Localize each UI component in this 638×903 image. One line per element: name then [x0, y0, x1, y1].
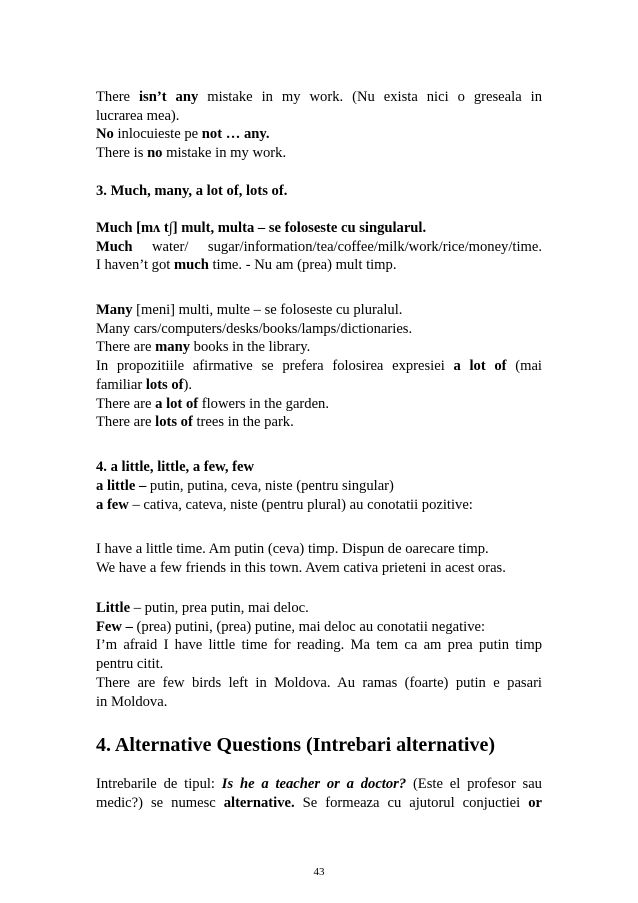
- text-line: I’m afraid I have little time for reading. Ma tem ca am prea putin timp: [96, 637, 542, 654]
- text-line: Much [mᴧ t∫] mult, multa – se foloseste cu singularul.: [96, 220, 427, 236]
- text-line: There are many books in the library.: [96, 339, 311, 356]
- paragraph-examples: [96, 540, 542, 577]
- text-line: I haven’t got much time. - Nu am (prea) mult timp.: [96, 257, 397, 274]
- text-line: Much water/ sugar/information/tea/coffee/milk/work/rice/money/time.: [96, 238, 542, 255]
- text-line: Few – (prea) putini, (prea) putine, mai deloc au conotatii negative:: [96, 618, 486, 635]
- text-line: There are lots of trees in the park.: [96, 414, 294, 431]
- text-line: Many [meni] multi, multe – se foloseste cu pluralul.: [96, 302, 403, 318]
- text-line: No inlocuieste pe not … any.: [96, 126, 270, 143]
- text-line: There are few birds left in Moldova. Au ramas (foarte) putin e pasari: [96, 674, 542, 691]
- text-line: We have a few friends in this town. Avem cativa prieteni in acest oras.: [96, 559, 506, 576]
- text-line: in Moldova.: [96, 693, 168, 710]
- text-line: medic?) se numesc alternative. Se formeaza cu ajutorul conjuctiei or: [96, 794, 542, 811]
- page-number: 43: [313, 866, 325, 878]
- text-line: lucrarea mea).: [96, 107, 180, 124]
- text-line: Little – putin, prea putin, mai deloc.: [96, 600, 309, 616]
- text-line: I have a little time. Am putin (ceva) timp. Dispun de oarecare timp.: [96, 541, 489, 557]
- text-line: In propozitiile afirmative se prefera folosirea expresiei a lot of (mai: [96, 358, 542, 375]
- paragraph-isnt-any: [96, 88, 542, 163]
- paragraph-little-few: [96, 599, 542, 711]
- paragraph-much: [96, 219, 542, 275]
- text-line: a few – cativa, cateva, niste (pentru plural) au conotatii pozitive:: [96, 496, 473, 513]
- text-line: familiar lots of).: [96, 376, 193, 393]
- text-line: a little – putin, putina, ceva, niste (pentru singular): [96, 478, 394, 494]
- paragraph-a-few: [96, 477, 542, 514]
- paragraph-many: [96, 301, 542, 432]
- text-line: There are a lot of flowers in the garden.: [96, 395, 330, 412]
- section-heading-3: 3. Much, many, a lot of, lots of.: [96, 183, 288, 199]
- text-line: There isn’t any mistake in my work. (Nu exista nici o greseala in: [96, 89, 542, 105]
- text-line: There is no mistake in my work.: [96, 145, 287, 162]
- text-line: Intrebarile de tipul: Is he a teacher or a doctor? (Este el profesor sau: [96, 776, 542, 792]
- chapter-heading: 4. Alternative Questions (Intrebari alternative): [96, 734, 496, 756]
- section-heading-4: 4. a little, little, a few, few: [96, 459, 255, 475]
- text-line: pentru citit.: [96, 656, 164, 673]
- paragraph-alternative: [96, 775, 542, 812]
- text-line: Many cars/computers/desks/books/lamps/dictionaries.: [96, 320, 413, 337]
